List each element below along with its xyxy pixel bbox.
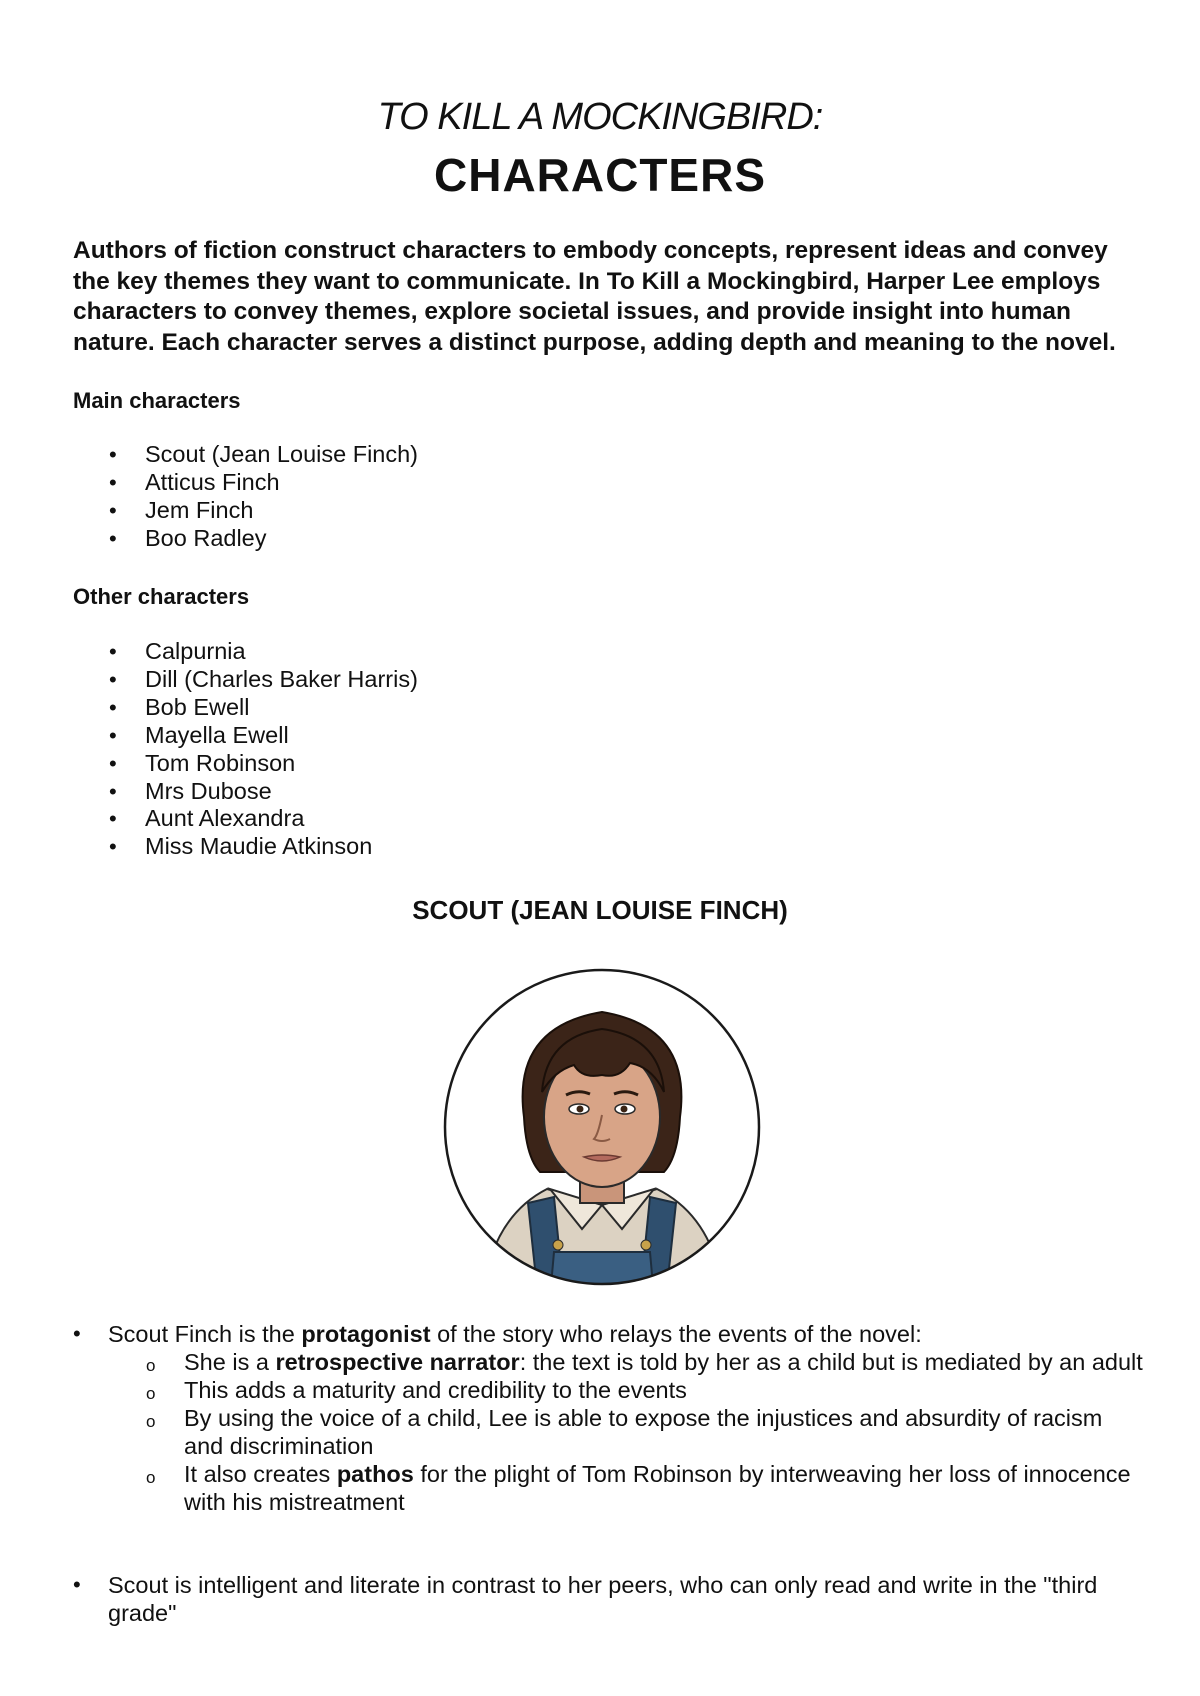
- list-item: • Dill (Charles Baker Harris): [73, 666, 418, 694]
- bullet-text: She is a: [184, 1349, 276, 1375]
- other-characters-label: Other characters: [73, 584, 250, 609]
- list-item: • Aunt Alexandra: [73, 805, 418, 833]
- scout-portrait-illustration: [442, 967, 762, 1287]
- bullet-text: for the plight of Tom Robinson by interweaving her loss of innocence with his mistreatment: [184, 1461, 1131, 1515]
- sub-list-item: [108, 1460, 1143, 1516]
- list-item: • Scout (Jean Louise Finch): [73, 441, 418, 469]
- scout-heading-name: SCOUT: [412, 895, 504, 925]
- sub-list-item: o This adds a maturity and credibility to the events: [108, 1376, 1143, 1404]
- page-title: CHARACTERS: [434, 149, 766, 201]
- intro-paragraph: Authors of fiction construct characters to embody concepts, represent ideas and convey the key themes they want to communicate. In To Kill a Mockingbird, Harper Lee employs characters to convey themes, explore societal issues, and provide insight into human nature. Each character serves a distinct purpose, adding depth and meaning to the novel.: [73, 237, 1116, 356]
- list-item: • Mrs Dubose: [73, 778, 418, 806]
- sub-list-item: o By using the voice of a child, Lee is able to expose the injustices and absurdity of racism and discrimination: [108, 1404, 1143, 1460]
- main-characters-label: Main characters: [73, 388, 241, 413]
- scout-bullet-list-2: [73, 1571, 1143, 1627]
- list-item: • Bob Ewell: [73, 694, 418, 722]
- bold-term: protagonist: [301, 1321, 431, 1347]
- bullet-text: Scout Finch is the: [108, 1321, 302, 1347]
- list-item: • Jem Finch: [73, 497, 418, 525]
- list-item: [73, 1320, 1143, 1516]
- list-item: • Scout is intelligent and literate in contrast to her peers, who can only read and write in the "third grade": [73, 1571, 1143, 1627]
- bullet-text: : the text is told by her as a child but is mediated by an adult: [519, 1349, 1143, 1375]
- sub-list: [108, 1348, 1143, 1516]
- scout-section-heading: [0, 895, 1200, 926]
- bold-term: pathos: [336, 1461, 414, 1487]
- bold-term: retrospective narrator: [275, 1349, 520, 1375]
- list-item: • Atticus Finch: [73, 469, 418, 497]
- list-item: • Tom Robinson: [73, 750, 418, 778]
- list-item: • Mayella Ewell: [73, 722, 418, 750]
- list-item: • Calpurnia: [73, 638, 418, 666]
- title-line-1: TO KILL A MOCKINGBIRD:: [377, 96, 823, 138]
- list-item: • Miss Maudie Atkinson: [73, 833, 418, 861]
- bullet-text: of the story who relays the events of the novel:: [430, 1321, 922, 1347]
- main-characters-list: [73, 441, 418, 553]
- other-characters-list: [73, 638, 418, 861]
- scout-heading-full-name: (JEAN LOUISE FINCH): [510, 895, 788, 925]
- list-item: • Boo Radley: [73, 525, 418, 553]
- sub-list-item: [108, 1348, 1143, 1376]
- bullet-text: It also creates: [184, 1461, 337, 1487]
- scout-bullet-list-1: [73, 1320, 1143, 1516]
